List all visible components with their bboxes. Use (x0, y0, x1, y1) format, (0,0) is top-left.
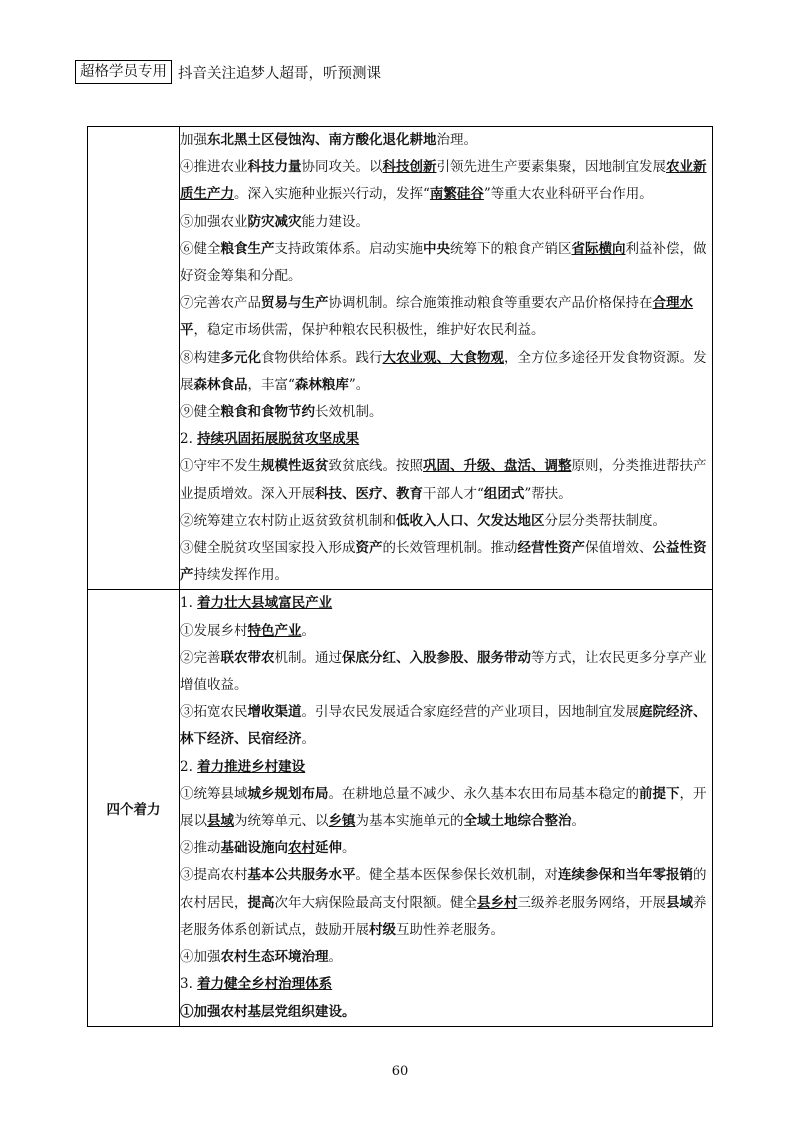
text-line (180, 345, 712, 372)
table-row (88, 127, 713, 590)
text-line (180, 481, 712, 508)
text-span: 科技、医疗、教育 (315, 485, 423, 502)
text-line (180, 154, 712, 181)
text-line (180, 399, 712, 426)
text-span: 长效机制。 (315, 404, 383, 421)
text-span: 致贫底线。按照 (328, 458, 423, 475)
text-span: 业提质增效。深入开展 (180, 485, 315, 502)
text-span: 规模性返贫 (261, 458, 329, 475)
text-span: ，全方位多途径开发食物资源。发 (504, 349, 707, 366)
text-span: 三级养老服务网络，开展 (517, 894, 666, 911)
text-line (180, 808, 712, 835)
text-span: 协调机制。综合施策推动粮食等重要农产品价格保持在 (328, 295, 653, 312)
text-line (180, 426, 712, 453)
text-span: 次年大病保险最高支付限额。健全 (274, 894, 477, 911)
text-span: 。 (328, 949, 342, 966)
text-span: 。深入实施种业振兴行动，发挥“ (234, 186, 430, 203)
text-line (180, 971, 712, 998)
header-slogan: 抖音关注追梦人超哥，听预测课 (178, 65, 381, 82)
text-span: 保值增效、 (585, 540, 653, 557)
text-span: 加强 (180, 132, 207, 148)
text-span: 贸易与生产 (261, 295, 329, 312)
text-span: 农村 (288, 840, 315, 857)
text-span: 县域 (666, 894, 693, 911)
text-span: ①统筹县域 (180, 785, 248, 802)
text-span: ⑨健全 (180, 404, 221, 421)
text-span: 林下经济、民宿经济 (180, 731, 302, 748)
text-span: ①守牢不发生 (180, 458, 261, 475)
text-span: 支持政策体系。启动实施 (274, 240, 423, 257)
text-span: ，丰富“ (247, 376, 295, 393)
row-label (88, 127, 180, 590)
text-span: 着力健全乡村治理体系 (197, 976, 333, 993)
text-span: 全域土地综合整治 (463, 813, 572, 830)
text-span: 3. (180, 976, 198, 993)
text-line (180, 127, 712, 154)
table-row (88, 590, 713, 1026)
text-span: ，稳定市场供需，保护种粮农民积极性，维护好农民利益。 (193, 322, 545, 339)
text-span: 多元化 (220, 349, 261, 366)
text-span: 治理。 (436, 132, 477, 148)
text-span: ①加强农村基层党组织建设。 (180, 1003, 356, 1020)
text-line (180, 453, 712, 480)
text-line (180, 917, 712, 944)
text-span: ③拓宽农民 (180, 704, 248, 721)
text-span: 养 (693, 894, 707, 911)
text-span: 乡镇 (328, 813, 356, 830)
text-span: 资产 (355, 540, 383, 557)
text-span: 低收入人口、欠发达地区 (396, 512, 545, 529)
text-span: 农业新 (666, 159, 707, 176)
text-span: 质生产力 (180, 186, 234, 203)
text-span: 展以 (180, 813, 207, 830)
text-span: ，开 (679, 785, 707, 802)
text-span: 科技创新 (382, 159, 437, 176)
text-line (180, 209, 712, 236)
text-span: 引领先进生产要素集聚，因地制宜发展 (436, 159, 666, 176)
text-span: 粮食和食物节约 (220, 404, 315, 421)
text-span: 等方式，让农民更多分享产业 (531, 649, 707, 666)
text-span: 防灾减灾 (247, 213, 302, 230)
text-span: 粮食生产 (220, 240, 275, 257)
text-line (180, 754, 712, 781)
text-line (180, 263, 712, 290)
text-span: 着力推进乡村建设 (197, 758, 306, 775)
text-span: 2. (180, 431, 198, 448)
text-line (180, 862, 712, 889)
text-span: 特色产业 (247, 622, 302, 639)
text-span: 森林粮库 (294, 376, 349, 393)
row-content (180, 590, 713, 1026)
text-line (180, 645, 712, 672)
text-line (180, 618, 712, 645)
text-span: 。 (571, 813, 585, 830)
text-span: 为统筹单元、以 (234, 813, 329, 830)
text-span: 延伸 (315, 840, 342, 857)
text-span: 的长效管理机制。推动 (382, 540, 518, 557)
header-tag: 超格学员专用 (75, 60, 172, 84)
row-content (180, 127, 713, 590)
text-span: 1. (180, 595, 198, 612)
text-span: 连续参保和当年零报销 (558, 867, 693, 884)
text-span: 基本公共服务水平 (247, 867, 356, 884)
text-line (180, 236, 712, 263)
text-span: 。 (342, 840, 356, 857)
text-span: ①发展乡村 (180, 622, 248, 639)
text-line (180, 290, 712, 317)
text-span: 展 (180, 376, 194, 393)
text-span: ④加强 (180, 949, 221, 966)
page-number: 60 (391, 1064, 409, 1079)
text-span: 。 (301, 731, 315, 748)
text-span: 。 (301, 622, 315, 639)
text-span: 2. (180, 758, 198, 775)
text-span: ③健全脱贫攻坚国家投入形成 (180, 540, 356, 557)
text-span: 互助性养老服务。 (396, 921, 504, 938)
text-span: 村级 (369, 921, 396, 938)
row-label: 四个着力 (88, 590, 180, 1026)
text-span: 庭院经济、 (639, 704, 707, 721)
text-span: 干部人才“ (423, 485, 484, 502)
text-span: 。在耕地总量不减少、永久基本农田布局基本稳定的 (328, 785, 639, 802)
text-span: ④推进农业 (180, 159, 248, 176)
text-span: 前提下 (639, 785, 680, 802)
text-span: 公益性资 (652, 540, 707, 557)
text-line (180, 999, 712, 1026)
text-span: 大农业观、大食物观 (382, 349, 504, 366)
text-span: 农村生态环境治理 (220, 949, 329, 966)
text-line (180, 835, 712, 862)
text-span: 持续巩固拓展脱贫攻坚成果 (197, 431, 360, 448)
text-line (180, 944, 712, 971)
text-span: 产 (180, 567, 194, 584)
text-line (180, 181, 712, 208)
text-span: 。引导农民发展适合家庭经营的产业项目，因地制宜发展 (301, 704, 639, 721)
text-span: 农村居民， (180, 894, 248, 911)
text-line (180, 590, 712, 617)
text-span: ”。 (348, 376, 370, 393)
text-span: 中央 (423, 240, 450, 257)
text-span: ”帮扶。 (524, 485, 572, 502)
text-span: 省际横向 (571, 240, 626, 257)
text-span: 为基本实施单元的 (355, 813, 464, 830)
text-span: 持续发挥作用。 (193, 567, 288, 584)
text-span: 南繁硅谷 (429, 186, 484, 203)
text-span: ③提高农村 (180, 867, 248, 884)
text-span: 经营性资产 (517, 540, 585, 557)
text-span: ⑥健全 (180, 240, 221, 257)
text-line (180, 372, 712, 399)
text-span: 平 (180, 322, 194, 339)
text-span: 提高 (247, 894, 275, 911)
text-span: ②统筹建立农村防止返贫致贫机制和 (180, 512, 396, 529)
text-span: 县域 (207, 813, 234, 830)
text-line (180, 890, 712, 917)
text-span: ②推动 (180, 840, 221, 857)
text-span: 老服务体系创新试点，鼓励开展 (180, 921, 369, 938)
content-table (87, 126, 713, 1027)
text-span: 增收渠道 (247, 704, 302, 721)
text-span: ⑦完善农产品 (180, 295, 261, 312)
text-line (180, 699, 712, 726)
text-line (180, 317, 712, 344)
text-span: 分层分类帮扶制度。 (544, 512, 666, 529)
text-span: ⑤加强农业 (180, 213, 248, 230)
text-span: 协同攻关。以 (301, 159, 383, 176)
text-span: 保底分红、入股参股、服务带动 (342, 649, 531, 666)
text-span: 县乡村 (477, 894, 518, 911)
text-span: 的 (693, 867, 707, 884)
text-span: 巩固、升级、盘活、调整 (423, 458, 572, 475)
text-span: 机制。通过 (274, 649, 342, 666)
text-span: 原则，分类推进帮扶产 (571, 458, 707, 475)
text-span: 合理水 (652, 295, 693, 312)
text-span: ⑧构建 (180, 349, 221, 366)
page-header (75, 60, 381, 84)
text-span: 好资金筹集和分配。 (180, 268, 302, 285)
text-span: 科技力量 (247, 159, 302, 176)
text-span: 着力壮大县域富民产业 (197, 595, 333, 612)
text-span: 基础设施向 (220, 840, 288, 857)
text-line (180, 508, 712, 535)
text-line (180, 726, 712, 753)
text-span: 。健全基本医保参保长效机制，对 (355, 867, 558, 884)
text-span: 增值收益。 (180, 677, 248, 694)
text-span: 利益补偿，做 (625, 240, 707, 257)
text-span: 统筹下的粮食产销区 (450, 240, 572, 257)
text-span: 组团式 (483, 485, 525, 502)
text-span: 城乡规划布局 (247, 785, 329, 802)
text-span: ②完善 (180, 649, 221, 666)
text-line (180, 781, 712, 808)
text-span: 能力建设。 (301, 213, 369, 230)
text-line (180, 562, 712, 589)
text-span: ”等重大农业科研平台作用。 (483, 186, 653, 203)
text-line (180, 535, 712, 562)
text-span: 食物供给体系。践行 (261, 349, 383, 366)
text-span: 东北黑土区侵蚀沟、南方酸化退化耕地 (207, 132, 437, 148)
text-line (180, 672, 712, 699)
text-span: 联农带农 (220, 649, 275, 666)
text-span: 森林食品 (193, 376, 248, 393)
